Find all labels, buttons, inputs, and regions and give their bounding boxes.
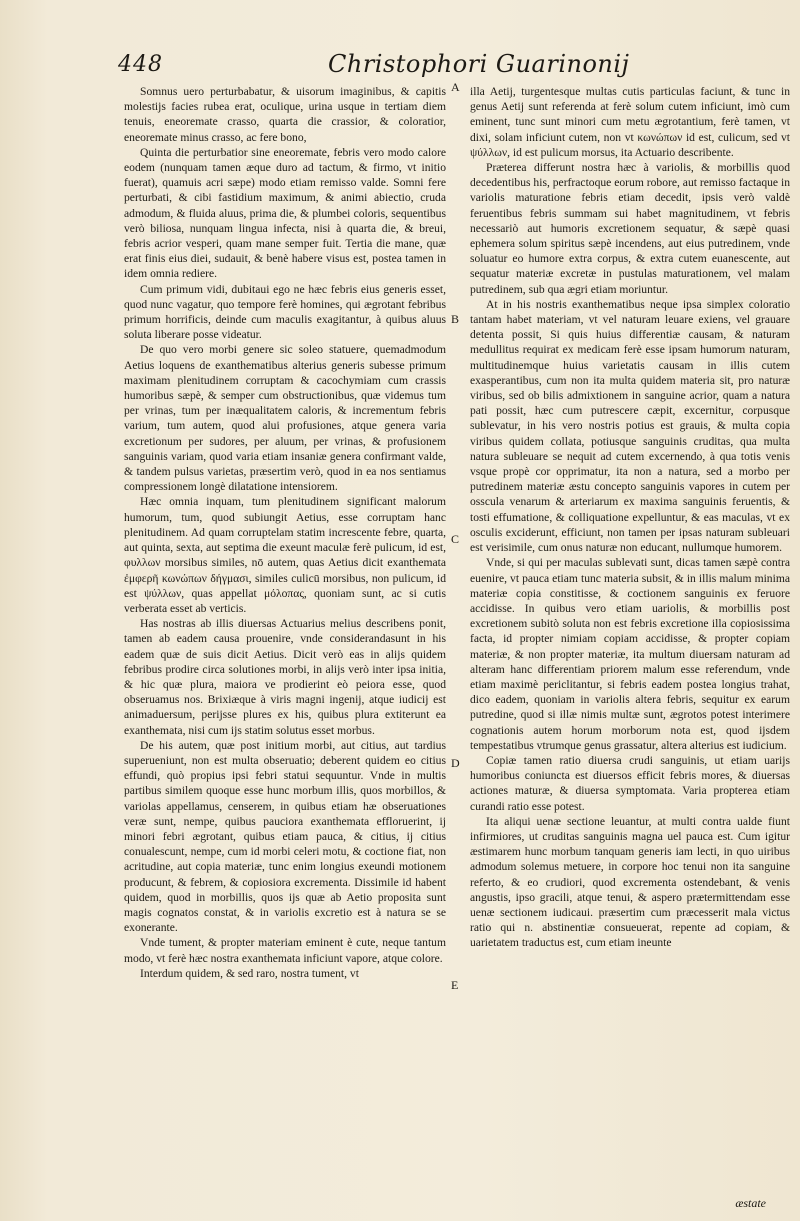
paragraph: Somnus uero perturbabatur, & uisorum imaginibus, & capitis molestijs facies rubea erat, oculique, urina usque in tertiam diem tenuis, eneoremate crasso, quarta die crassior, & coloratior, eneoremate minus crasso, ac fere bono, (124, 85, 446, 144)
left-text-column (124, 84, 446, 981)
paragraph: At in his nostris exanthematibus neque ipsa simplex coloratio tantam habet materiam, vt vel naturam leuare exiens, vel grauare detenta possit, Si quis huius differentiæ causam, & naturam medullitus requirat ex medicam ferè esse ipsam humorum naturam, multitudinemque huius varietatis causam in illis cutem exasperantibus, cum non ita multa quidem materia sit, pro naturæ viribus, sed ob bilis admixtionem in sanguine acrior, quam a natura pati possit, hæc cum putrescere cæpit, excernitur, corpusque sublevatur, in his vero nostris potius est grauis, & multa copia viribus quidem collata, potiusque sanguinis cruditas, qua multa natura subleuare se nequit ad cutem excernendo, à qua totis venis vsque propè cor opprimatur, ita non a natura, sed a morbo per putredinem materiæ æstu concepto sanguinis vapores in cutem per osscula venarum & arteriarum ex maxima sanguinis feruentis, & tosti effumatione, & colliquatione expelluntur, & eas maculas, vt ex osculis exciderunt, efficiunt, non tamen per ipsas naturam subleuari est verisimile, cum onus naturæ non educant, nullumque humorem. (470, 297, 790, 555)
paragraph: Quinta die perturbatior sine eneoremate, febris vero modo calore eodem (nunquam tamen æque duro ad tactum, & firmo, vt initio fuerat), quamuis acri sæpe) modo etiam remisso valde. Somni fere perturbati, & cibi fastidium maximum, & animi abiectio, cruda admodum, & fluida aluus, prima die, & plumbei coloris, sequentibus verò biliosa, nunquam lingua infecta, nisi à quarta die, & breui, febris acrior vesperi, quam mane semper fuit. Tertia die mane, quæ erat finis eius diei, sudauit, & benè habere visus est, postea tamen in idem omnia rediere. (124, 145, 446, 281)
page-number: 448 (118, 52, 163, 77)
paragraph: Vnde, si qui per maculas sublevati sunt, dicas tamen sæpè contra euenire, vt pauca etiam tunc materia subsit, & in illis malum minima materiæ copia constitisse, & coctionem sanguinis ex feruore accidisse. In quibus vero etiam uariolis, & morbillis post excretionem subitò soluta non est febris excretione illa copiosissima facta, id propter nimiam copiam accidisse, & propter copiam materiæ, & non propter materiæ, ita multum diuersam naturam ad alteram hanc differentiam priorem malum esse referendum, vnde etiam maximè periclitantur, si febris eadem postea longius trahat, dico eadem, quoniam in variolis altera febris, sequitur ex earum putredine, quod si illæ nimis multæ sunt, ægrotos potest interimere cognationis autem horum morborum nota est, quod ijsdem tempestatibus vtrumque genus grassatur, altera alterius est iudicium. (470, 556, 790, 752)
margin-letter-a: A (451, 80, 460, 94)
paragraph: illa Aetij, turgentesque multas cutis particulas faciunt, & tunc in genus Aetij sunt referenda at ferè solum cutem inficiunt, imò cum eminent, tunc sunt minori cum metu ægrotantium, ferè tamen, vt dixi, solam inficiunt cutem, non vt κωνώπων id est, culicum, sed vt ψύλλων, id est pulicum morsus, ita Actuario describente. (470, 85, 790, 159)
margin-letter-c: C (451, 532, 460, 546)
author-running-title: Christophori Guarinonij (328, 50, 630, 78)
paragraph: Copiæ tamen ratio diuersa crudi sanguinis, ut etiam uarijs humoribus coniuncta est diuersos efficit febris mores, & diuersas actiones maturæ, & diuersa symptomata. Varia propterea etiam curandi ratio esse potest. (470, 753, 790, 813)
paragraph: De his autem, quæ post initium morbi, aut citius, aut tardius superueniunt, non est multa obseruatio; deberent quidem eo citius effundi, quò propius ipsi febri statui sequuntur. Vnde in multis partibus similem quoque esse hunc morbum illis, quos morbillos, & variolas appellamus, censerem, in quibus etiam hæ obseruationes veræ sunt, nempe, quibus pauciora exanthemata effloruerint, ij minori febri ægrotant, quibus etiam pauca, & citius, ij citius conualescunt, nempe, cum id morbi celeri motu, & coctione fiat, non acritudine, aut copia materiæ, tunc enim longius exeundi motionem producunt, & febrem, & copiosiora excrementa. Dissimile id habent quidem, quod in morbillis, quos ijs quæ ab Aetio proposita sunt magis cognatos constat, & in variolis excretio est à natura se se exonerante. (124, 738, 446, 935)
right-text-column (470, 84, 790, 951)
paragraph: Ita aliqui uenæ sectione leuantur, at multi contra ualde fiunt infirmiores, ut cruditas sanguinis magna uel pauca est. Cum igitur æstimarem hunc morbum tanquam generis iam lecti, in quo uiribus admodum solemus metuere, in corpore hoc tenui non ita sanguine referto, & eo crudiori, quod excrementa ostendebant, & venis angustis, ipso gracili, atque tenui, & aspero prætermittendam esse uenæ sectionem iudicaui. præsertim cum præcesserit mala victus ratio qui n. abstinentiæ consueuerat, repente ad copiam, & uarietatem traductus est, cum etiam ineunte (470, 814, 790, 950)
paragraph: Cum primum vidi, dubitaui ego ne hæc febris eius generis esset, quod nunc vagatur, quo tempore ferè homines, qui ægrotant febribus primum horrificis, deinde cum maculis exagitantur, à quibus aluus soluta liberare posse videatur. (124, 282, 446, 342)
paragraph: Præterea differunt nostra hæc à variolis, & morbillis quod decedentibus his, perfractoque eorum robore, aut remisso factaque in variolis maturatione febris etiam decedit, ipsis verò valdè feruentibus febris summam sui habet magnitudinem, vt febris necessariò aut humoris excretionem sequatur, & sæpè quasi ephemera solum spiritus sæpè incendens, aut eius putredinem, vnde soluatur eo humore extra corpus, & extra cutem euanescente, aut sequatur materiæ excretæ in pustulas maturationem, vel malam putredinem, sub qua ægri etiam moriuntur. (470, 161, 790, 296)
paragraph: Interdum quidem, & sed raro, nostra tument, vt (140, 966, 359, 980)
catchword: æstate (735, 1196, 766, 1210)
margin-letter-d: D (451, 756, 460, 770)
margin-letter-b: B (451, 312, 460, 326)
paragraph: Hæc omnia inquam, tum plenitudinem significant malorum humorum, tum, quod subiungit Aetius, esse corruptam hanc plenitudinem. Ad quam corruptelam statim increscente febre, quarta, aut quinta, sexta, aut septima die exeunt maculæ ferè pulicum, id est, φυλλων morsibus similes, nō autem, quas Aetius dicit exanthemata ἐμφερῆ κωνώπων δήγμασι, similes culicū morsibus, non pulicum, id est ψύλλων, quas appellat μόλοπας, quoniam sunt, ac si cutis verberata esset ab verticis. (124, 495, 446, 615)
margin-letter-e: E (451, 978, 459, 992)
paragraph: Vnde tument, & propter materiam eminent è cute, neque tantum modo, vt ferè hæc nostra exanthemata inficiunt vapore, atque colore. (124, 936, 446, 965)
paragraph: Has nostras ab illis diuersas Actuarius melius describens ponit, tamen ab eadem causa prouenire, vnde considerandasunt in his eadem quæ de suis dicit Aetius. Dicit verò eas in alijs quidem febribus prodire circa solutiones morbi, in alijs verò inter ipsa initia, & hic quæ plura, maiora ve prodierint eò peiora esse, quod obseruamus nos. Brixiæque à viris magni ingenij, atque iudicij est animaduersum, perijsse plures ex his, quibus plura extiterunt ea exanthemata, nisi cum ijs statim solutus esset morbus. (124, 617, 446, 737)
paragraph: De quo vero morbi genere sic soleo statuere, quemadmodum Aetius loquens de exanthematibus alterius generis subesse primum maximam plenitudinem corruptam & cacochymiam cum crassis humoribus sæpè, & semper cum obstructionibus, quæ videmus tum per vrinas, tum per inæqualitatem caloris, & incrementum febris varium, tum autem, quod alui profusiones, atque genera varia excretionum per sudores, per aluum, per vrinas, & profusionem sanguinis variam, quod varia etiam insaniæ genera confirmant valde, & tandem pulsus varietas, præsertim verò, quod in ea nos sentiamus compressionem longè dilatatione intensiorem. (124, 343, 446, 494)
running-head (118, 52, 778, 82)
